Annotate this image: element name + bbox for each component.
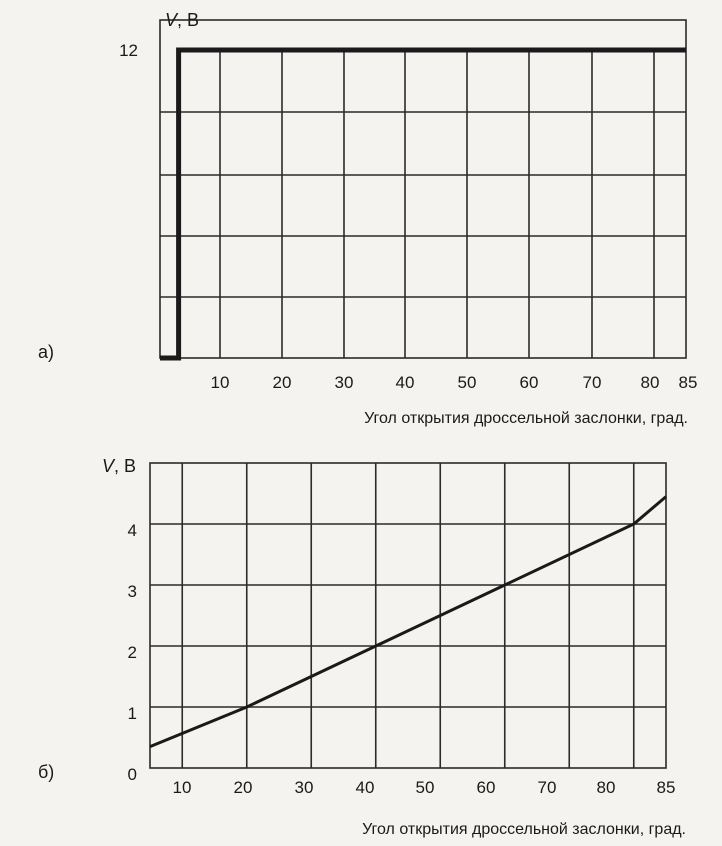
chart-b-grid — [150, 463, 666, 768]
chart-a-xtick: 50 — [457, 373, 477, 392]
chart-a-xtick: 80 — [640, 373, 660, 392]
chart-b-series — [150, 497, 666, 747]
chart-b-xlabel: Угол открытия дроссельной заслонки, град. — [362, 821, 686, 838]
chart-b-xtick: 60 — [476, 778, 496, 797]
chart-a-ylabel: V, В — [165, 10, 200, 30]
chart-a-xtick: 85 — [678, 373, 698, 392]
chart-b-ytick: 4 — [127, 521, 137, 540]
chart-b-xtick: 70 — [537, 778, 557, 797]
chart-a-xtick: 70 — [582, 373, 602, 392]
chart-a-panel-label: а) — [38, 342, 55, 362]
chart-b-xtick: 40 — [355, 778, 375, 797]
chart-b-xtick: 20 — [233, 778, 253, 797]
chart-b-ytick: 3 — [127, 582, 137, 601]
chart-b-xtick: 10 — [172, 778, 192, 797]
chart-b-series-line — [150, 497, 666, 747]
chart-a-series — [160, 50, 686, 358]
chart-a-xtick: 30 — [334, 373, 354, 392]
chart-b-xtick: 85 — [656, 778, 676, 797]
chart-b-ytick: 2 — [127, 643, 137, 662]
chart-b — [38, 456, 686, 838]
chart-b-xtick: 80 — [596, 778, 616, 797]
chart-a-grid — [160, 20, 686, 358]
chart-a-series-line — [160, 50, 686, 358]
chart-b-ytick: 0 — [127, 765, 137, 784]
chart-a-ytick-12: 12 — [119, 41, 138, 60]
chart-a-xlabel: Угол открытия дроссельной заслонки, град. — [364, 410, 688, 427]
chart-a — [38, 10, 697, 427]
chart-b-panel-label: б) — [38, 762, 55, 782]
chart-a-xtick: 20 — [272, 373, 292, 392]
chart-b-ytick: 1 — [127, 704, 137, 723]
chart-a-xtick: 40 — [395, 373, 415, 392]
chart-a-frame — [160, 20, 686, 358]
chart-b-frame — [150, 463, 666, 768]
chart-a-xtick: 60 — [519, 373, 539, 392]
chart-a-xtick: 10 — [210, 373, 230, 392]
chart-b-ylabel: V, В — [102, 456, 137, 476]
chart-b-xtick: 50 — [415, 778, 435, 797]
chart-b-xtick: 30 — [294, 778, 314, 797]
